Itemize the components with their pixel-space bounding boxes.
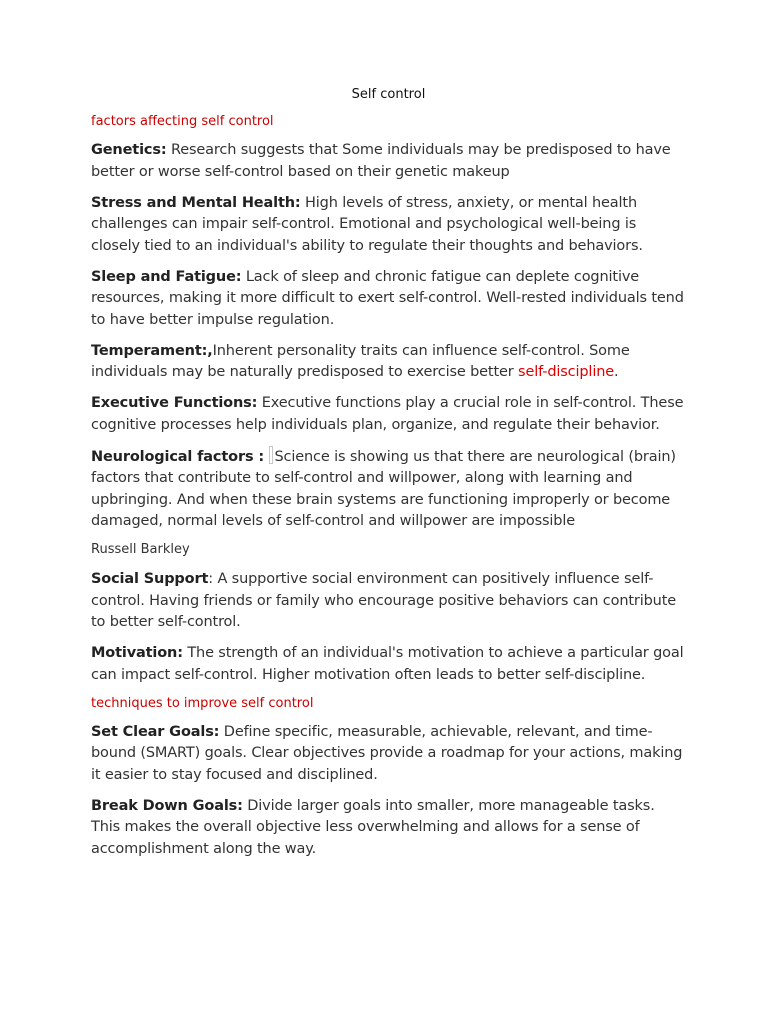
attribution-author: Russell Barkley — [91, 542, 190, 557]
paragraph-break-down-goals — [91, 796, 686, 861]
paragraph-motivation — [91, 643, 686, 686]
self-discipline-link[interactable]: self-discipline — [518, 364, 615, 380]
term-set-goals: Set Clear Goals: — [91, 723, 220, 740]
section-heading-techniques: techniques to improve self control — [91, 695, 314, 711]
term-social-support: Social Support — [91, 571, 209, 587]
paragraph-sleep — [91, 267, 686, 332]
text-set-goals: Define specific, measurable, achievable, relevant, and time-bound (SMART) goals. Clear objectives provide a roadmap for your actions, making it easier to stay focused and disciplined. — [91, 723, 683, 783]
text-sleep: Lack of sleep and chronic fatigue can deplete cognitive resources, making it more difficult to exert self-control. Well-rested individuals tend to have better impulse regulation. — [91, 268, 684, 328]
term-stress: Stress and Mental Health: — [91, 194, 301, 211]
paragraph-stress — [91, 193, 686, 258]
paragraph-temperament — [91, 341, 686, 384]
text-temperament: Inherent personality traits can influence self-control. Some individuals may be naturally predisposed to exercise better — [91, 342, 630, 380]
paragraph-set-goals — [91, 722, 686, 787]
text-motivation: The strength of an individual's motivation to achieve a particular goal can impact self-control. Higher motivation often leads to better self-discipline. — [91, 645, 684, 683]
term-executive: Executive Functions: — [91, 395, 258, 411]
term-break-down-goals: Break Down Goals: — [91, 797, 243, 814]
text-executive: Executive functions play a crucial role in self-control. These cognitive processes help individuals plan, organize, and regulate their behavior. — [91, 395, 684, 433]
text-cursor-marker — [269, 446, 273, 464]
text-stress: High levels of stress, anxiety, or mental health challenges can impair self-control. Emotional and psychological well-being is closely tied to an individual's ability to regulate their thoughts and behaviors. — [91, 194, 643, 254]
text-social-support: : A supportive social environment can positively influence self-control. Having friends or family who encourage positive behaviors can contribute to better self-control. — [91, 571, 677, 630]
paragraph-social-support — [91, 569, 686, 634]
term-temperament: Temperament:, — [91, 342, 213, 359]
term-genetics: Genetics: — [91, 142, 167, 158]
section-heading-factors: factors affecting self control — [91, 114, 274, 129]
text-temperament-end: . — [614, 364, 619, 380]
paragraph-genetics — [91, 140, 686, 183]
text-neurological: Science is showing us that there are neurological (brain) factors that contribute to self-control and willpower, along with learning and upbringing. And when these brain systems are functioning improperly or become damaged, normal levels of self-control and willpower are impossible — [91, 448, 676, 529]
text-break-down-goals: Divide larger goals into smaller, more manageable tasks. This makes the overall objective less overwhelming and allows for a sense of accomplishment along the way. — [91, 797, 655, 857]
document-body — [91, 87, 686, 870]
document-title: Self control — [351, 87, 426, 102]
paragraph-neurological — [91, 446, 686, 533]
term-motivation: Motivation: — [91, 645, 183, 661]
term-sleep: Sleep and Fatigue: — [91, 268, 242, 285]
term-neurological: Neurological factors : — [91, 448, 264, 465]
text-genetics: Research suggests that Some individuals may be predisposed to have better or worse self-control based on their genetic makeup — [91, 142, 671, 180]
paragraph-executive — [91, 393, 686, 436]
